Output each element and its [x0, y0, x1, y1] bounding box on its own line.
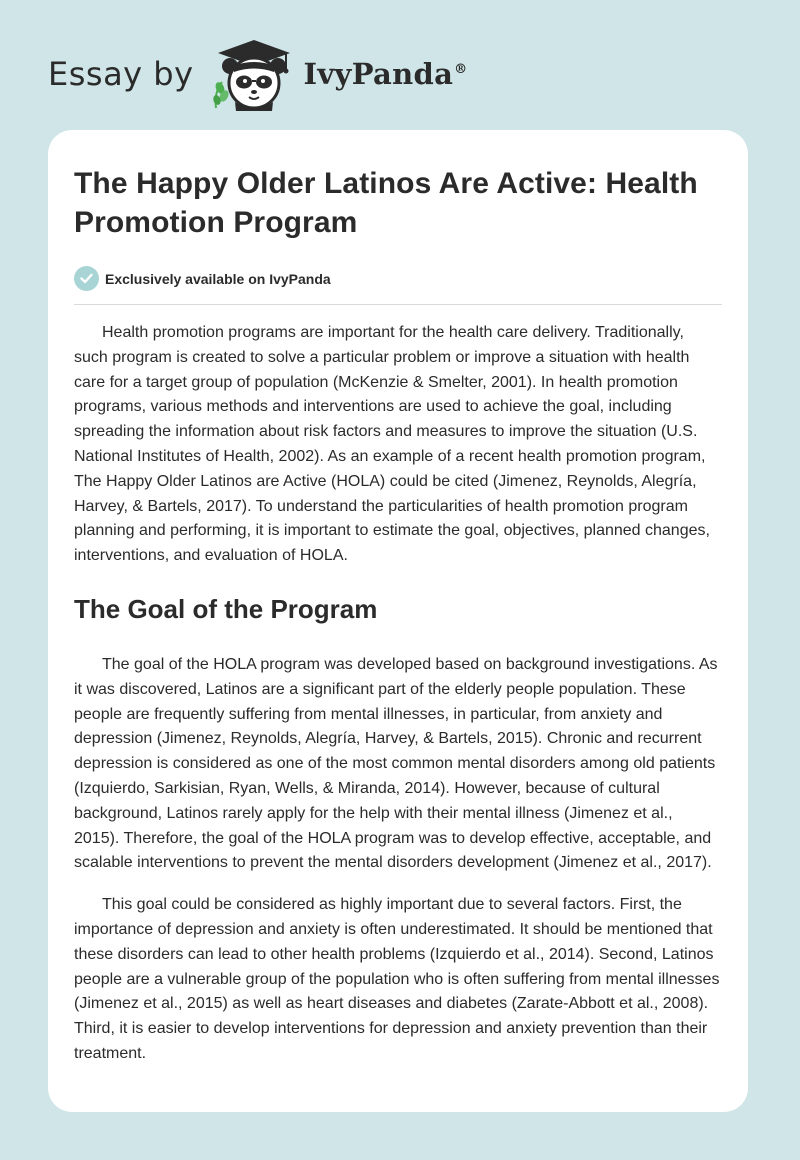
check-circle-icon — [74, 266, 99, 291]
essay-title: The Happy Older Latinos Are Active: Health Promotion Program — [74, 167, 698, 239]
panda-logo-icon[interactable] — [208, 36, 300, 112]
registered-mark: ® — [454, 62, 468, 78]
essay-card — [48, 130, 748, 1112]
exclusive-banner — [74, 266, 722, 305]
goal-paragraph: The goal of the HOLA program was developed based on background investigations. As it was discovered, Latinos are a significant part of the elderly people population. These people are frequently suffering from mental illnesses, in particular, from anxiety and depression (Jimenez, Reynolds, Alegría, Harvey, & Bartels, 2015). Chronic and recurrent depression is considered as one of the most common mental disorders among old patients (Izquierdo, Sarkisian, Ryan, Wells, & Miranda, 2014). However, because of cultural background, Latinos rarely apply for the help with their mental illness (Jimenez et al., 2015). Therefore, the goal of the HOLA program was to develop effective, acceptable, and scalable interventions to prevent the mental disorders development (Jimenez et al., 2017). — [74, 655, 718, 872]
intro-paragraph: Health promotion programs are important for the health care delivery. Traditionally, such program is created to solve a particular problem or improve a situation with health care for a target group of population (McKenzie & Smelter, 2001). In health promotion programs, various methods and interventions are used to achieve the goal, including spreading the information about risk factors and measures to improve the situation (U.S. National Institutes of Health, 2002). As an example of a recent health promotion program, The Happy Older Latinos are Active (HOLA) could be cited (Jimenez, Reynolds, Alegría, Harvey, & Bartels, 2017). To understand the particularities of health promotion program planning and performing, it is important to estimate the goal, objectives, planned changes, interventions, and evaluation of HOLA. — [74, 324, 710, 565]
essay-by-label: Essay by — [48, 55, 194, 93]
brand-name[interactable] — [304, 57, 468, 91]
importance-paragraph: This goal could be considered as highly important due to several factors. First, the importance of depression and anxiety is often underestimated. It should be mentioned that these disorders can lead to other health problems (Izquierdo et al., 2014). Second, Latinos people are a vulnerable group of the population who is often suffering from mental illnesses (Jimenez et al., 2015) as well as heart diseases and diabetes (Zarate-Abbott et al., 2008). Third, it is easier to develop interventions for depression and anxiety prevention than their treatment. — [74, 896, 720, 1062]
site-header — [48, 36, 467, 112]
section-heading: The Goal of the Program — [74, 593, 378, 624]
exclusive-label: Exclusively available on IvyPanda — [105, 270, 331, 287]
brand-name-text: IvyPanda — [303, 57, 454, 91]
